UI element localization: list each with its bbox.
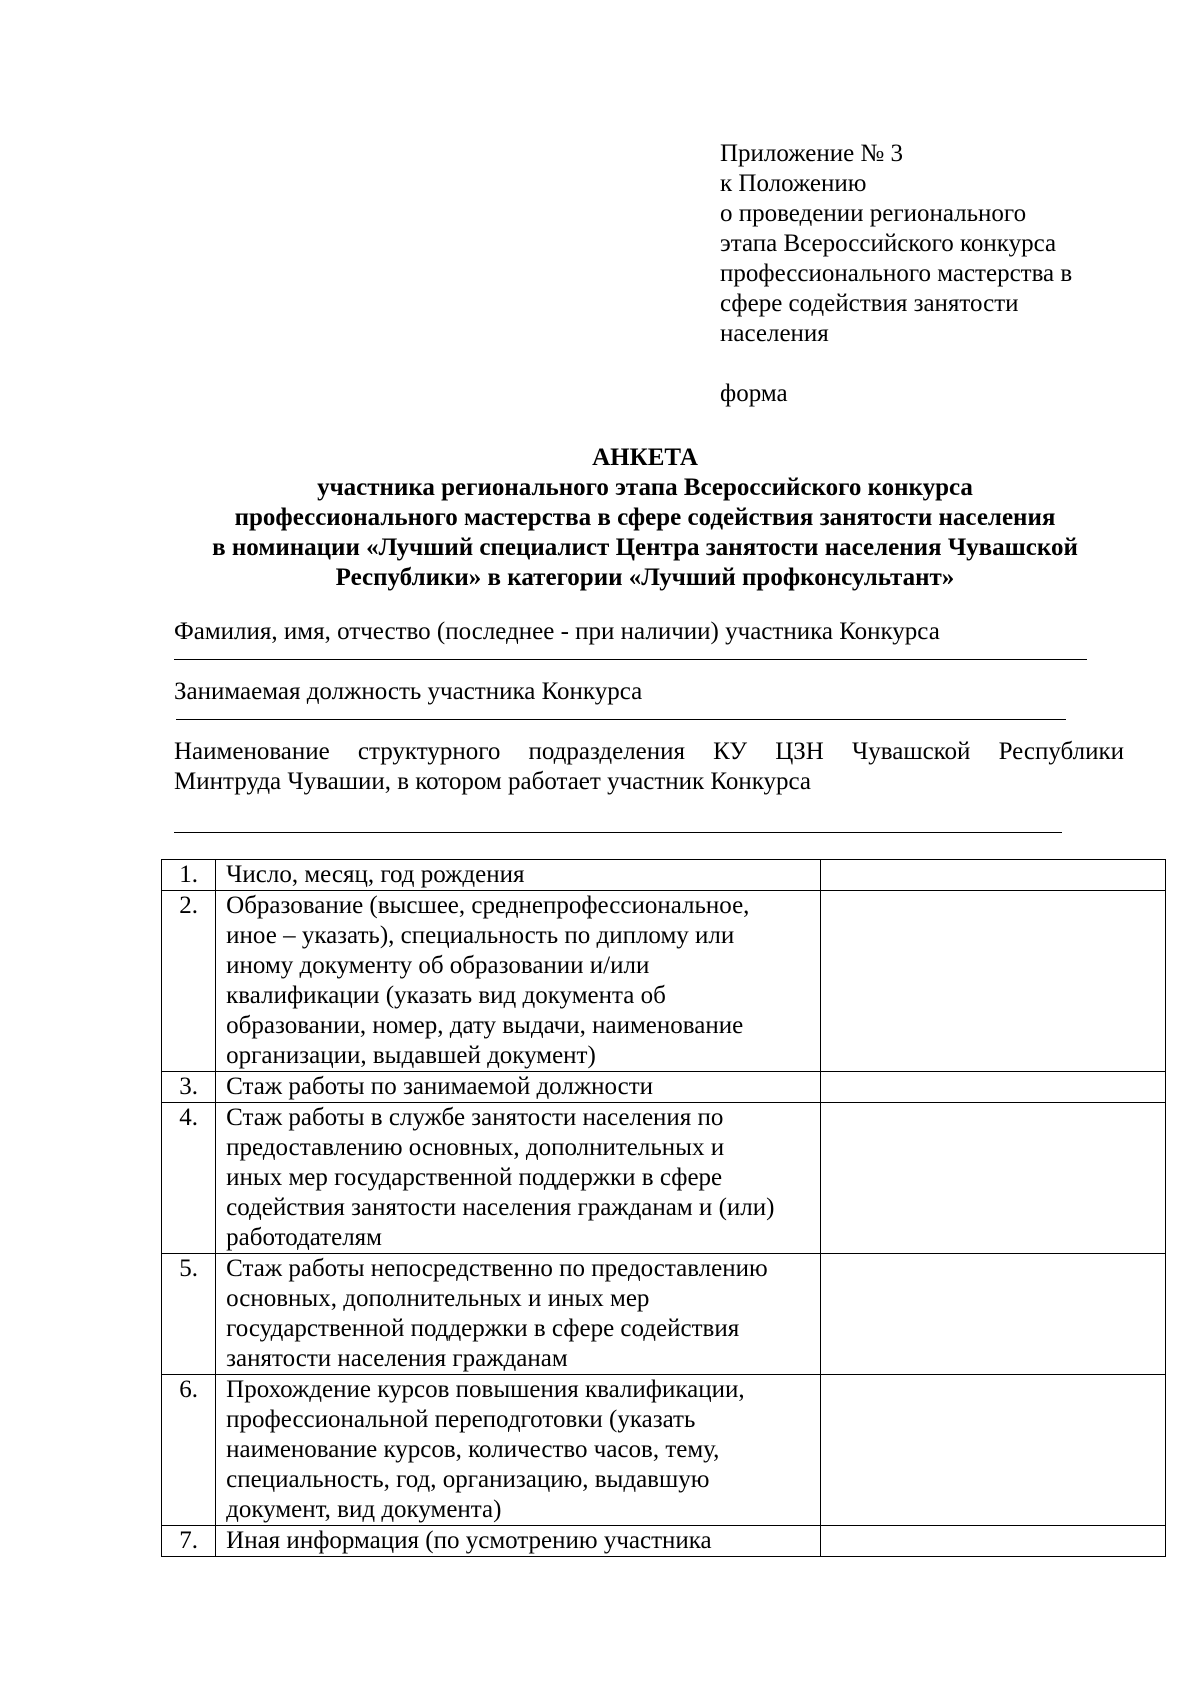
fio-field: [174, 617, 1124, 660]
question-line: Образование (высшее, среднепрофессиональное,: [226, 892, 750, 919]
position-label: Занимаемая должность участника Конкурса: [174, 678, 643, 705]
row-answer[interactable]: [820, 1103, 1165, 1254]
question-line: иное – указать), специальность по диплому или: [226, 922, 735, 949]
row-question: [216, 1526, 821, 1557]
position-line[interactable]: [176, 719, 1066, 720]
row-question: [216, 1375, 821, 1526]
question-line: содействия занятости населения гражданам и (или): [226, 1194, 775, 1221]
appendix-line: о проведении регионального: [720, 200, 1027, 227]
question-line: иному документу об образовании и/или: [226, 952, 650, 979]
division-field: [174, 737, 1124, 833]
table-row: [162, 1103, 1166, 1254]
division-label-line2: Минтруда Чувашии, в котором работает участник Конкурса: [174, 768, 812, 795]
question-line: наименование курсов, количество часов, тему,: [226, 1436, 720, 1463]
table-row: [162, 1526, 1166, 1557]
appendix-line: этапа Всероссийского конкурса: [720, 230, 1057, 257]
row-answer[interactable]: [820, 1526, 1165, 1557]
row-number: 4.: [162, 1103, 216, 1254]
question-line: занятости населения гражданам: [226, 1345, 568, 1372]
question-line: квалификации (указать вид документа об: [226, 982, 666, 1009]
question-line: документ, вид документа): [226, 1496, 502, 1523]
row-answer[interactable]: [820, 1375, 1165, 1526]
table-row: [162, 891, 1166, 1072]
row-answer[interactable]: [820, 1072, 1165, 1103]
question-line: предоставлению основных, дополнительных и: [226, 1134, 725, 1161]
title-line: участника регионального этапа Всероссийского конкурса: [317, 474, 973, 501]
question-line: основных, дополнительных и иных мер: [226, 1285, 650, 1312]
row-question: [216, 1254, 821, 1375]
row-number: 7.: [162, 1526, 216, 1557]
questionnaire-table: [161, 859, 1166, 1557]
table-row: [162, 860, 1166, 891]
question-line: работодателям: [226, 1224, 383, 1251]
question-line: Стаж работы в службе занятости населения по: [226, 1104, 724, 1131]
question-line: Число, месяц, год рождения: [226, 861, 525, 888]
fio-line[interactable]: [174, 659, 1087, 660]
table-row: [162, 1072, 1166, 1103]
form-label: форма: [720, 380, 788, 407]
table-row: [162, 1254, 1166, 1375]
question-line: организации, выдавшей документ): [226, 1042, 596, 1069]
title-heading: АНКЕТА: [592, 444, 698, 471]
appendix-line: к Положению: [720, 170, 867, 197]
appendix-line: профессионального мастерства в: [720, 260, 1073, 287]
document-title: [160, 443, 1130, 593]
appendix-note: [720, 139, 1160, 409]
question-line: образовании, номер, дату выдачи, наименование: [226, 1012, 744, 1039]
row-answer[interactable]: [820, 891, 1165, 1072]
row-number: 1.: [162, 860, 216, 891]
row-answer[interactable]: [820, 860, 1165, 891]
table-row: [162, 1375, 1166, 1526]
question-line: Стаж работы непосредственно по предоставлению: [226, 1255, 768, 1282]
appendix-line: Приложение № 3: [720, 140, 904, 167]
fio-label: Фамилия, имя, отчество (последнее - при наличии) участника Конкурса: [174, 618, 940, 645]
appendix-line: населения: [720, 320, 829, 347]
title-line: профессионального мастерства в сфере содействия занятости населения: [234, 504, 1056, 531]
question-line: специальность, год, организацию, выдавшую: [226, 1466, 710, 1493]
row-number: 2.: [162, 891, 216, 1072]
division-line[interactable]: [174, 832, 1062, 833]
row-number: 3.: [162, 1072, 216, 1103]
row-question: [216, 891, 821, 1072]
division-label-line1: Наименование структурного подразделения КУ ЦЗН Чувашской Республики: [174, 738, 1124, 765]
row-number: 6.: [162, 1375, 216, 1526]
row-question: [216, 860, 821, 891]
appendix-line: сфере содействия занятости: [720, 290, 1019, 317]
question-line: иных мер государственной поддержки в сфере: [226, 1164, 723, 1191]
row-number: 5.: [162, 1254, 216, 1375]
question-line: Прохождение курсов повышения квалификации,: [226, 1376, 745, 1403]
title-line: в номинации «Лучший специалист Центра занятости населения Чувашской: [212, 534, 1078, 561]
row-question: [216, 1103, 821, 1254]
question-line: Иная информация (по усмотрению участника: [226, 1527, 712, 1554]
question-line: государственной поддержки в сфере содействия: [226, 1315, 740, 1342]
position-field: [174, 677, 1124, 720]
row-answer[interactable]: [820, 1254, 1165, 1375]
question-line: Стаж работы по занимаемой должности: [226, 1073, 653, 1100]
title-line: Республики» в категории «Лучший профконсультант»: [335, 564, 955, 591]
row-question: [216, 1072, 821, 1103]
question-line: профессиональной переподготовки (указать: [226, 1406, 696, 1433]
